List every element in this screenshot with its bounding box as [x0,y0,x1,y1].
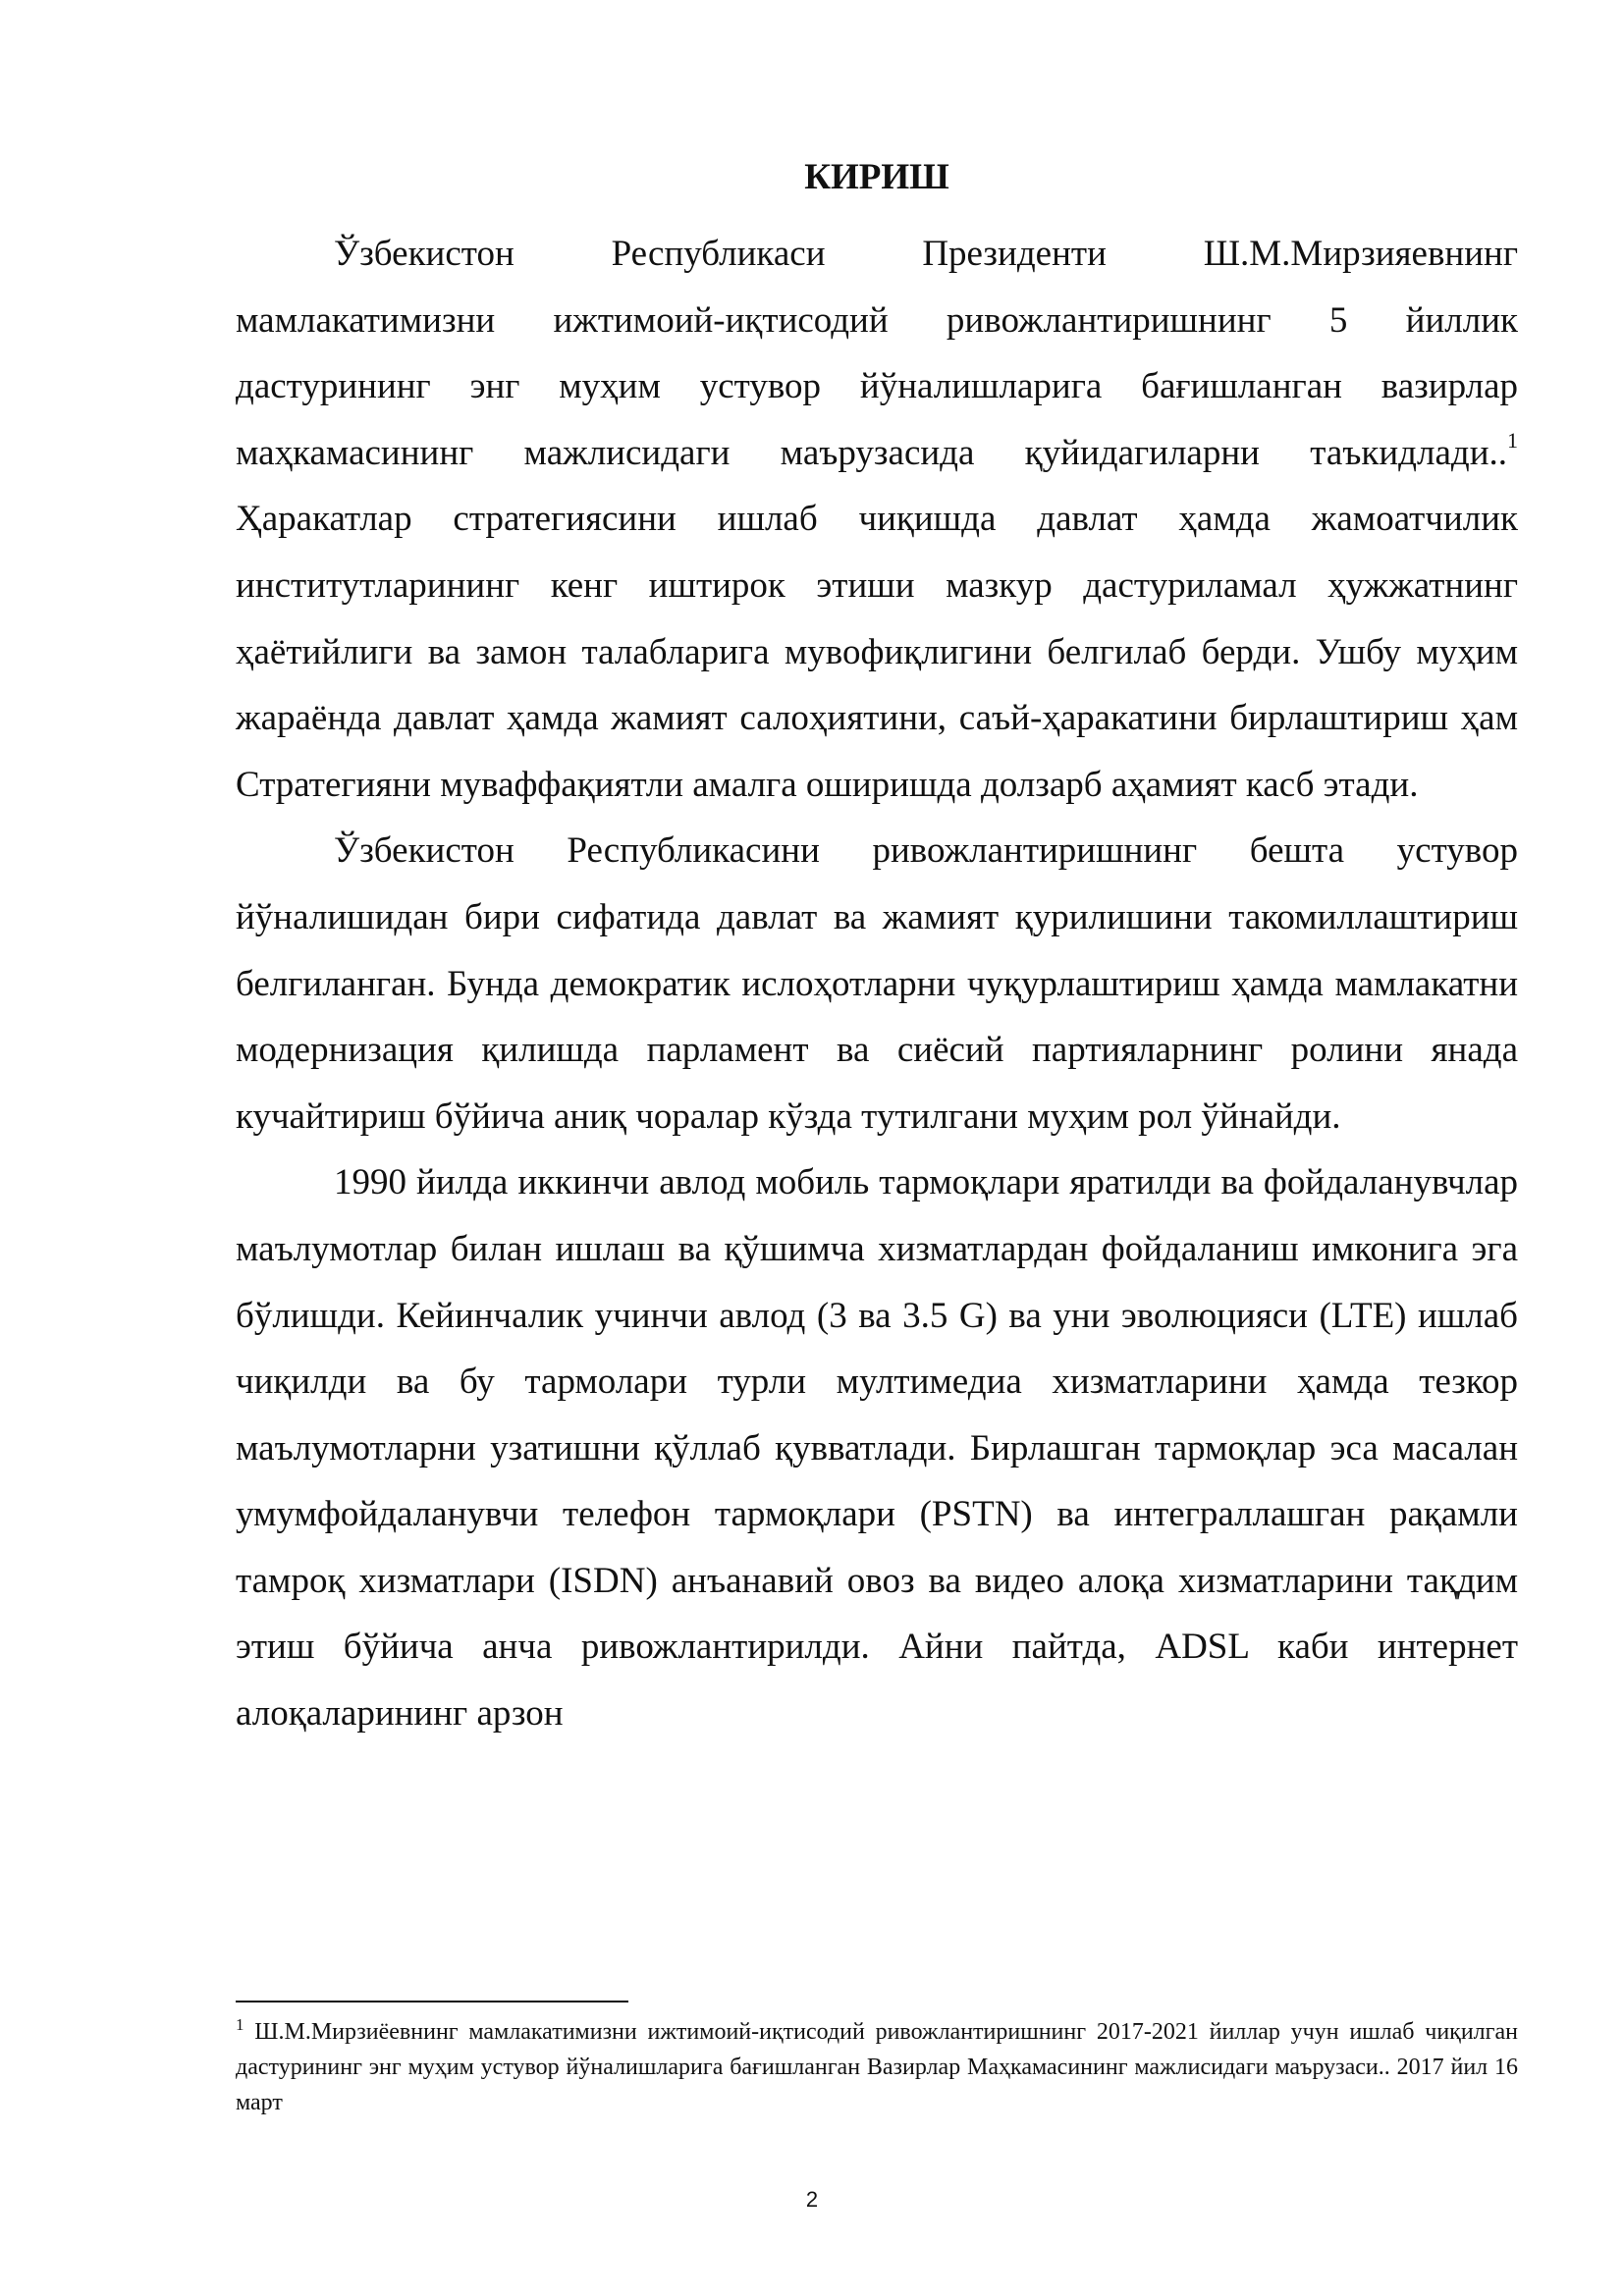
paragraph-text: Ўзбекистон Республикаси Президенти Ш.М.Мирзияевнинг мамлакатимизни ижтимоий-иқтисодий ривожлантиришнинг 5 йиллик дастурининг энг муҳим устувор йўналишларига бағишланган вазирлар маҳкамасининг мажлисидаги маърузасида қуйидагиларни таъкидлади.. [236,234,1518,473]
paragraph: 1990 йилда иккинчи авлод мобиль тармоқлари яратилди ва фойдаланувчлар маълумотлар билан ишлаш ва қўшимча хизматлардан фойдаланиш имконига эга бўлишди. Кейинчалик учинчи авлод (3 ва 3.5 G) ва уни эволюцияси (LTE) ишлаб чиқилди ва бу тармолари турли мултимедиа хизматларини ҳамда тезкор маълумотларни узатишни қўллаб қувватлади. Бирлашган тармоқлар эса масалан умумфойдаланувчи телефон тармоқлари (PSTN) ва интеграллашган рақамли тамроқ хизматлари (ISDN) анъанавий овоз ва видео алоқа хизматларини тақдим этиш бўйича анча ривожлантирилди. Айни пайтда, ADSL каби интернет алоқаларининг арзон [236,1162,1518,1735]
paragraph: Ўзбекистон Республикасини ривожлантиришнинг бешта устувор йўналишидан бири сифатида давлат ва жамият қурилишини такомиллаштириш белгиланган. Бунда демократик ислоҳотларни чуқурлаштириш ҳамда мамлакатни модернизация қилишда парламент ва сиёсий партияларнинг ролини янада кучайтириш бўйича аниқ чоралар кўзда тутилгани муҳим рол ўйнайди. [236,830,1518,1137]
page-title: КИРИШ [804,157,949,197]
paragraph-text-continuation: Ҳаракатлар стратегиясини ишлаб чиқишда давлат ҳамда жамоатчилик институтларининг кенг иштирок этиши мазкур дастуриламал ҳужжатнинг ҳаётийлиги ва замон талабларига мувофиқлигини белгилаб берди. Ушбу муҳим жараёнда давлат ҳамда жамият салоҳиятини, саъй-ҳаракатини бирлаштириш ҳам Стратегияни муваффақиятли амалга оширишда долзарб аҳамият касб этади. [236,499,1518,805]
footnote-text: Ш.М.Мирзиёевнинг мамлакатимизни ижтимоий-иқтисодий ривожлантиришнинг 2017-2021 йиллар учун ишлаб чиқилган дастурининг энг муҳим устувор йўналишларига бағишланган Вазирлар Маҳкамасининг мажлисидаги маърузаси.. 2017 йил 16 март [236,2019,1518,2115]
footnote-reference[interactable]: 1 [1507,427,1518,453]
paragraph [236,221,1518,818]
footnote-separator [236,2001,628,2002]
footnote-number: 1 [236,2015,244,2034]
page-number: 2 [805,2187,819,2212]
footnote [236,2014,1518,2120]
body-text [236,221,1518,1747]
